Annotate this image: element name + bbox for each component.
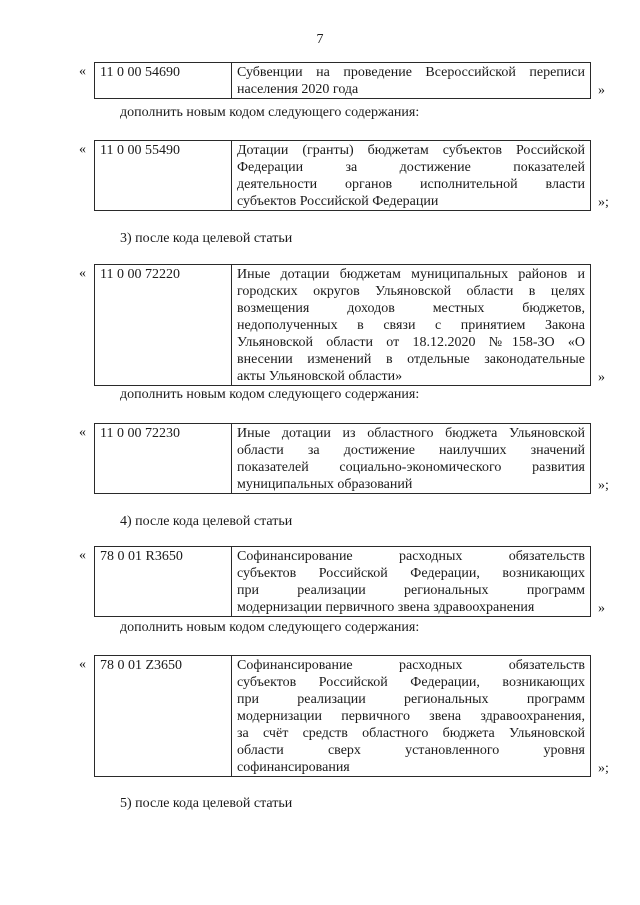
table-row (95, 141, 591, 211)
list-item-heading: 5) после кода целевой статьи (120, 796, 293, 811)
code-table (94, 140, 591, 211)
description-line: софинансирования (237, 760, 350, 775)
description-line: субъектов Российской Федерации, возникающих (237, 566, 585, 581)
close-quote: »; (598, 478, 609, 493)
description-cell (232, 63, 591, 99)
description-line: области сверх установленного уровня (237, 743, 585, 758)
description-line: при реализации региональных программ (237, 583, 585, 598)
description-line: модернизации первичного звена здравоохранения, (237, 709, 585, 724)
open-quote: « (79, 425, 86, 440)
description-cell (232, 265, 591, 386)
description-line: Ульяновской области от 18.12.2020 №158-ЗО «О (237, 335, 585, 350)
open-quote: « (79, 657, 86, 672)
open-quote: « (79, 142, 86, 157)
description-line: внесении изменений в отдельные законодательные (237, 352, 585, 367)
table-row (95, 63, 591, 99)
description-line: Иные дотации из областного бюджета Ульяновской (237, 426, 585, 441)
list-item-heading: 3) после кода целевой статьи (120, 231, 293, 246)
table-row (95, 265, 591, 386)
close-quote: » (598, 601, 605, 616)
description-line: Дотации (гранты) бюджетам субъектов Российской (237, 143, 585, 158)
description-line: Федерации за достижение показателей (237, 160, 585, 175)
description-line: деятельности органов исполнительной власти (237, 177, 585, 192)
list-item-heading: 4) после кода целевой статьи (120, 514, 293, 529)
description-line: муниципальных образований (237, 477, 413, 492)
description-line: при реализации региональных программ (237, 692, 585, 707)
description-line: недополученных в связи с принятием Закона (237, 318, 585, 333)
target-code-cell: 11 0 00 54690 (95, 63, 232, 99)
code-table (94, 62, 591, 99)
close-quote: » (598, 83, 605, 98)
description-line: Иные дотации бюджетам муниципальных районов и (237, 267, 585, 282)
description-line: Софинансирование расходных обязательств (237, 549, 585, 564)
instruction-text: дополнить новым кодом следующего содержания: (120, 620, 420, 635)
instruction-text: дополнить новым кодом следующего содержания: (120, 105, 420, 120)
close-quote: » (598, 370, 605, 385)
description-cell (232, 656, 591, 777)
description-cell (232, 547, 591, 617)
description-line: городских округов Ульяновской области в целях (237, 284, 585, 299)
table-row (95, 424, 591, 494)
description-line: за счёт средств областного бюджета Ульяновской (237, 726, 585, 741)
code-table (94, 264, 591, 386)
description-line: субъектов Российской Федерации (237, 194, 439, 209)
target-code-cell: 78 0 01 Z3650 (95, 656, 232, 777)
description-line: населения 2020 года (237, 82, 359, 97)
description-line: области за достижение наилучших значений (237, 443, 585, 458)
close-quote: »; (598, 761, 609, 776)
open-quote: « (79, 266, 86, 281)
table-row (95, 656, 591, 777)
open-quote: « (79, 64, 86, 79)
target-code-cell: 78 0 01 R3650 (95, 547, 232, 617)
table-row (95, 547, 591, 617)
description-cell (232, 141, 591, 211)
open-quote: « (79, 548, 86, 563)
description-line: показателей социально-экономического развития (237, 460, 585, 475)
code-table (94, 655, 591, 777)
description-cell (232, 424, 591, 494)
description-line: модернизации первичного звена здравоохранения (237, 600, 535, 615)
instruction-text: дополнить новым кодом следующего содержания: (120, 387, 420, 402)
close-quote: »; (598, 195, 609, 210)
target-code-cell: 11 0 00 72220 (95, 265, 232, 386)
page-number: 7 (316, 32, 324, 47)
target-code-cell: 11 0 00 72230 (95, 424, 232, 494)
description-line: Субвенции на проведение Всероссийской переписи (237, 65, 585, 80)
description-line: возмещения доходов местных бюджетов, (237, 301, 585, 316)
target-code-cell: 11 0 00 55490 (95, 141, 232, 211)
code-table (94, 546, 591, 617)
description-line: Софинансирование расходных обязательств (237, 658, 585, 673)
description-line: субъектов Российской Федерации, возникающих (237, 675, 585, 690)
code-table (94, 423, 591, 494)
description-line: акты Ульяновской области» (237, 369, 403, 384)
